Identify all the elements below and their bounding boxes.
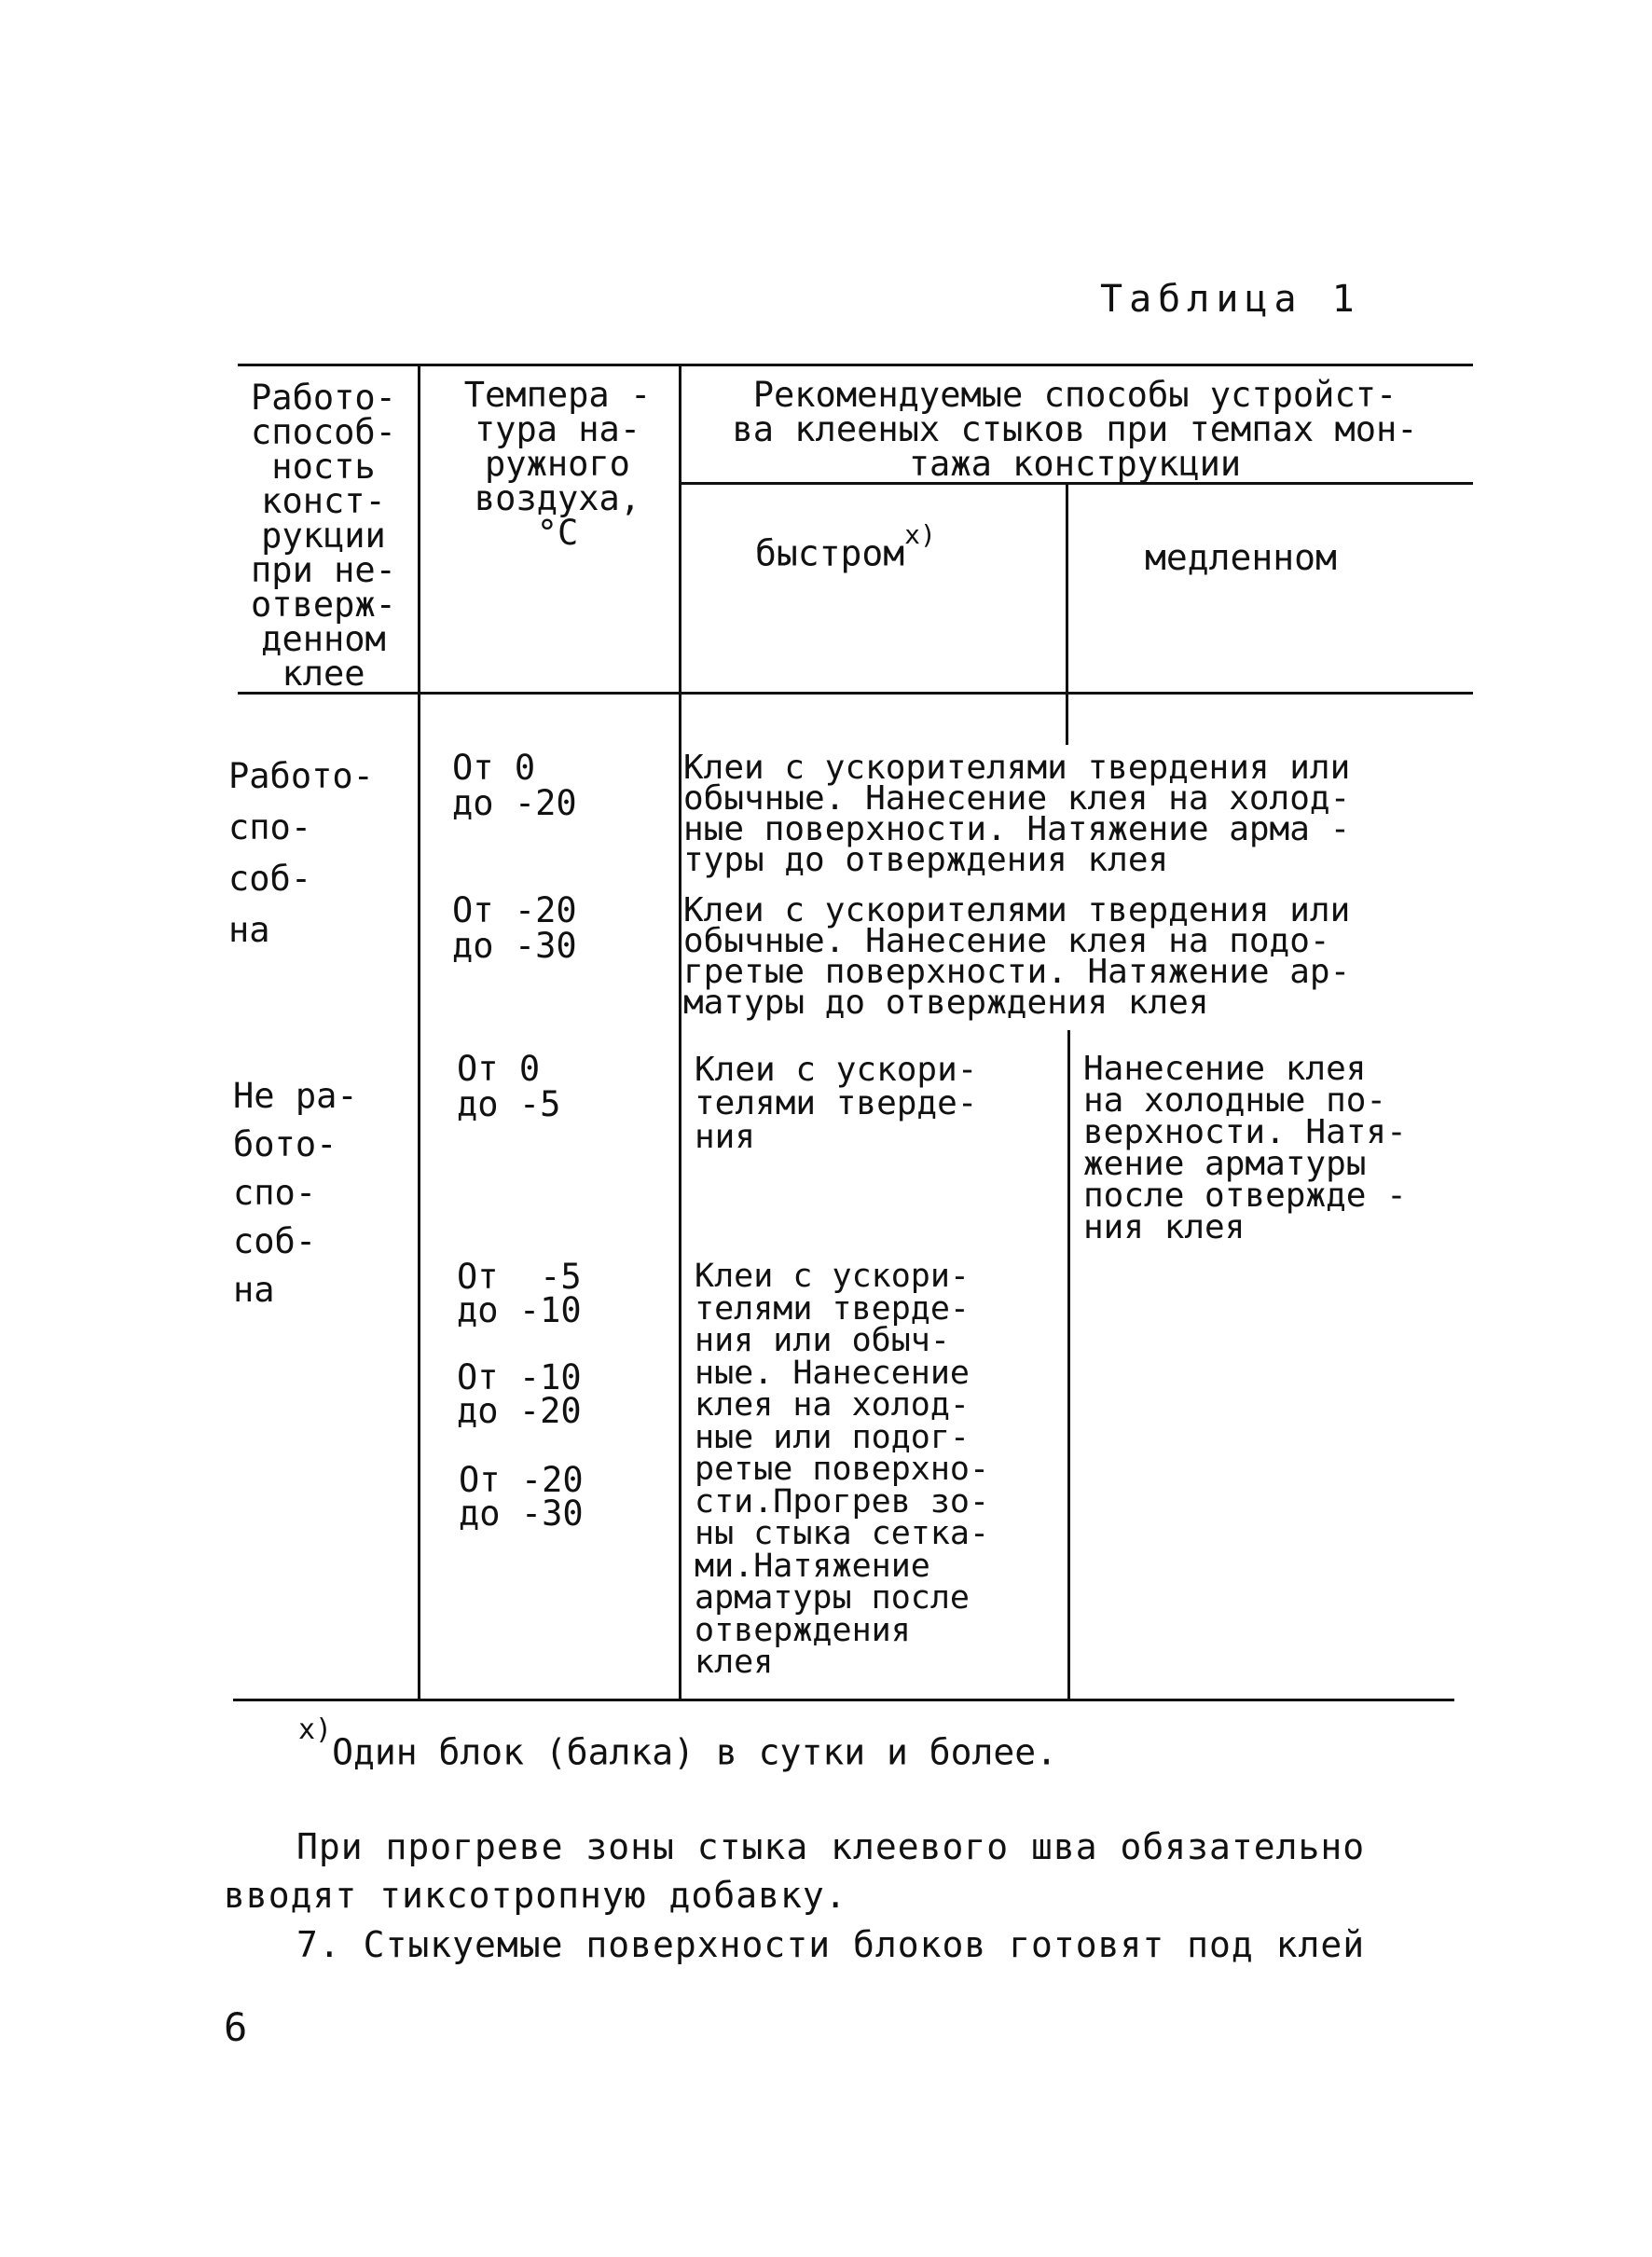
row-temp-20-to-30: От -20 до -30 bbox=[452, 890, 577, 966]
row-state-not-workable: Не ра- бото- спо- соб- на bbox=[233, 1076, 358, 1310]
fast-slow-body-divider bbox=[1067, 1030, 1070, 1701]
table-title: Таблица 1 bbox=[1100, 278, 1361, 321]
header-temperature: Темпера - тура на- ружного воздуха, °С bbox=[463, 375, 652, 553]
row-method-20-to-30: Клеи с ускорителями твердения или обычные. Нанесение клея на подо- гретые поверхности. Натяжение ар- матуры до отверждения клея bbox=[683, 891, 1351, 1022]
header-slow: медленном bbox=[1145, 537, 1337, 578]
col2-divider bbox=[679, 364, 681, 1701]
row-temp-0-to-5: От 0 до -5 bbox=[457, 1049, 561, 1124]
paragraph-line-1: При прогреве зоны стыка клеевого шва обязательно bbox=[296, 1826, 1366, 1867]
row-temp-5-to-10: От -5 до -10 bbox=[457, 1257, 582, 1330]
footnote bbox=[298, 1713, 1057, 1773]
header-fast: быстром$^{x)}$ bbox=[755, 519, 936, 574]
header-recommended-methods: Рекомендуемые способы устройст- ва клееных стыков при темпах мон- тажа конструкции bbox=[732, 375, 1418, 484]
col1-divider bbox=[418, 364, 420, 1701]
page-number: 6 bbox=[224, 2004, 248, 2050]
table-top-border bbox=[238, 364, 1473, 366]
header-fast-footnote-mark: x) bbox=[904, 519, 936, 550]
paragraph-7-line-1: 7. Стыкуемые поверхности блоков готовят под клей bbox=[296, 1924, 1366, 1965]
fast-slow-header-divider bbox=[1066, 482, 1068, 745]
row-slow-not-workable: Нанесение клея на холодные по- верхности. Натя- жение арматуры после отвержде - ния клея bbox=[1083, 1050, 1407, 1246]
row-fast-5-to-30: Клеи с ускори- телями тверде- ния или обыч- ные. Нанесение клея на холод- ные или подог- ретые поверхно- сти.Прогрев зо- ны стыка сетка- ми.Натяжение арматуры после отверждения клея bbox=[695, 1258, 990, 1681]
row-temp-20-to-30-b: От -20 до -30 bbox=[459, 1460, 584, 1534]
header-bottom-border bbox=[238, 692, 1473, 695]
row-temp-0-to-20: От 0 до -20 bbox=[452, 748, 577, 823]
row-temp-10-to-20: От -10 до -20 bbox=[457, 1357, 582, 1431]
paragraph-line-2: вводят тиксотропную добавку. bbox=[224, 1875, 847, 1916]
row-method-0-to-20: Клеи с ускорителями твердения или обычные. Нанесение клея на холод- ные поверхности. Натяжение арма - туры до отверждения клея bbox=[683, 749, 1351, 879]
footnote-text: Один блок (балка) в сутки и более. bbox=[332, 1731, 1057, 1773]
row-state-workable: Работо- спо- соб- на bbox=[228, 756, 374, 950]
table-bottom-border bbox=[233, 1699, 1454, 1701]
header-workability: Работо- способ- ность конст- рукции при не- отверж- денном клее bbox=[251, 378, 396, 694]
footnote-mark: x) bbox=[298, 1713, 333, 1746]
row-fast-0-to-5: Клеи с ускори- телями тверде- ния bbox=[695, 1051, 978, 1156]
